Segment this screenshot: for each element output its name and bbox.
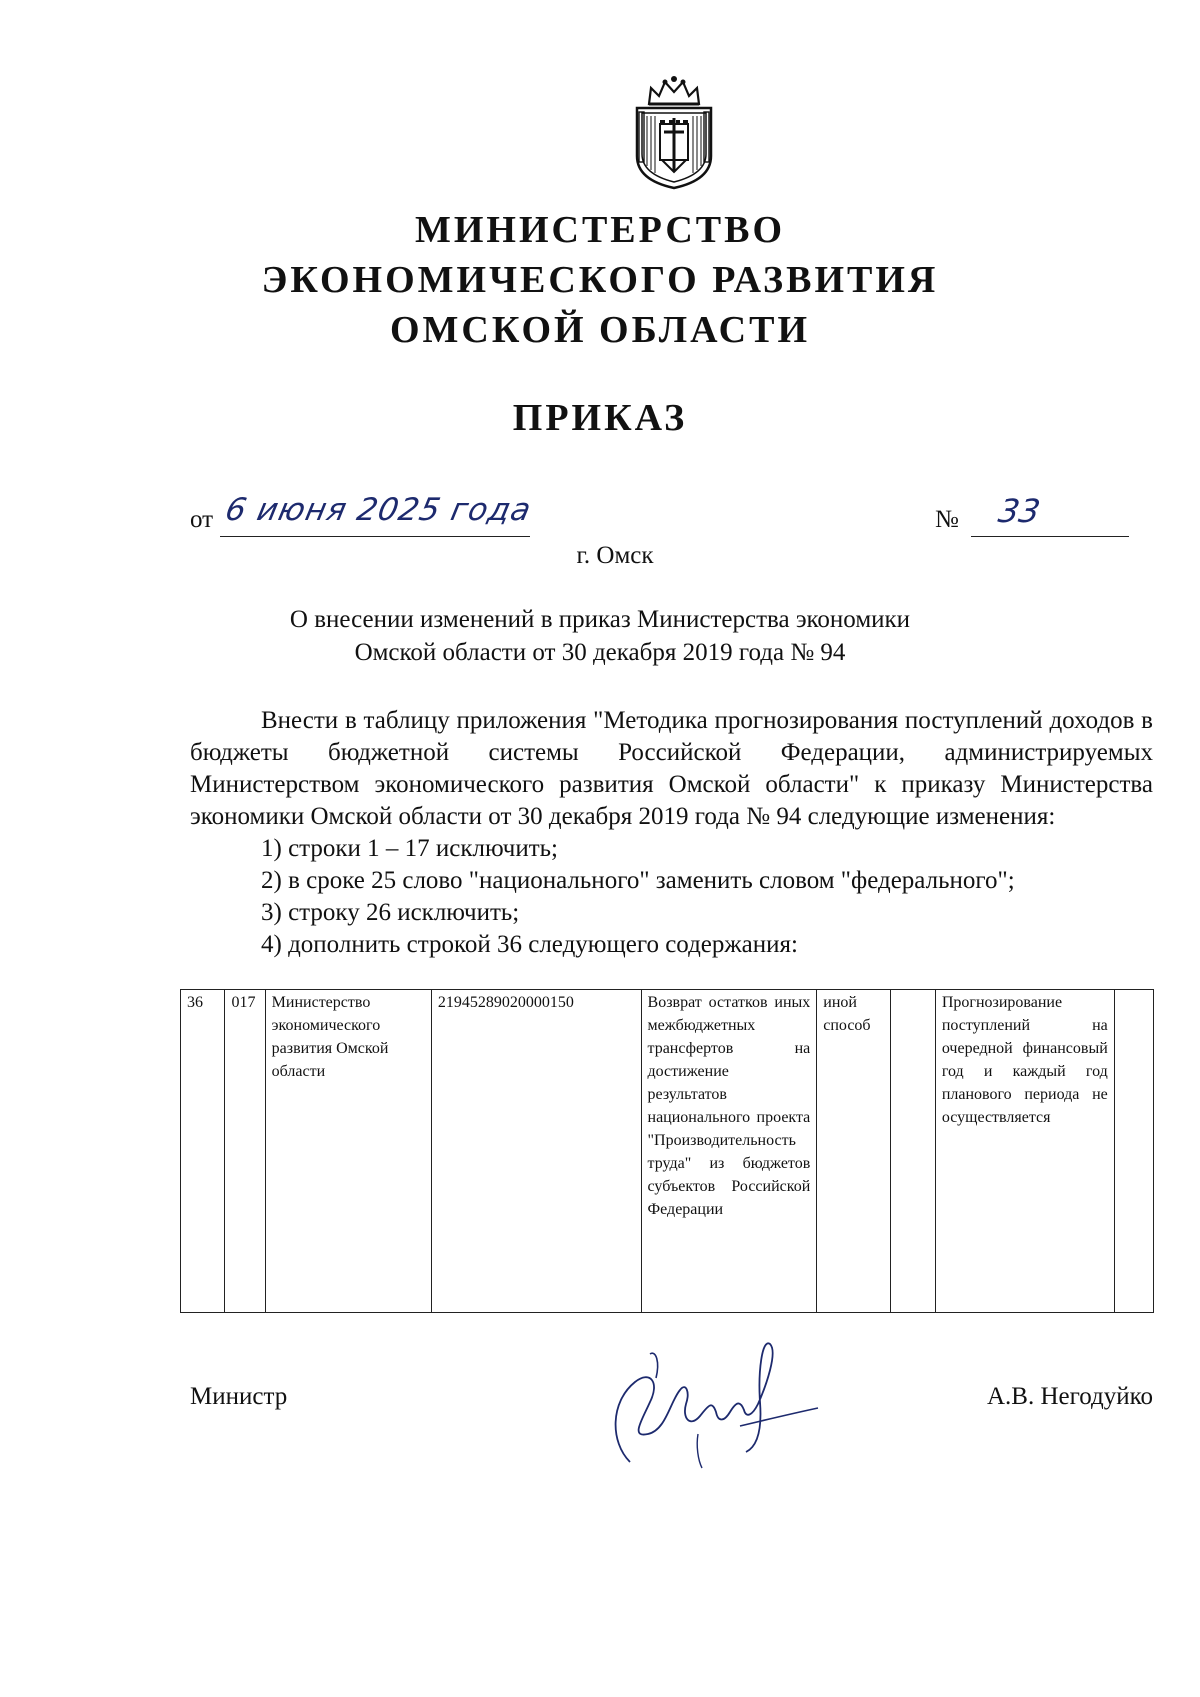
change-item: 4) дополнить строкой 36 следующего содержания: [261,931,798,958]
handwritten-number: 33 [995,492,1044,530]
table-row [181,990,1154,1313]
handwritten-date: 6 июня 2025 года [222,492,535,528]
order-subject [0,603,1200,669]
number-underline [971,536,1129,537]
method-cell: иной способ [817,990,891,1313]
new-row-table [180,989,1154,1313]
signer-title: Министр [190,1383,288,1410]
date-prefix: от [190,506,214,533]
omsk-coat-of-arms-icon [627,74,721,192]
city-label: г. Омск [576,542,654,569]
order-body [190,705,1153,961]
change-item: 2) в сроке 25 слово "национального" заменить словом "федерального"; [261,867,1015,894]
admin-code-cell: 017 [225,990,265,1313]
forecast-cell: Прогнозирование поступлений на очередной финансовый год и каждый год планового периода не осуществляется [935,990,1114,1313]
income-name-cell: Возврат остатков иных межбюджетных трансфертов на достижение результатов национального проекта "Производительность труда" из бюджетов субъектов Российской Федерации [641,990,817,1313]
ministry-line: ОМСКОЙ ОБЛАСТИ [389,309,811,351]
row-number-cell: 36 [181,990,225,1313]
kbk-cell: 21945289020000150 [431,990,641,1313]
ministry-heading [0,205,1200,355]
date-underline [220,536,530,537]
body-intro-paragraph: Внести в таблицу приложения "Методика прогнозирования поступлений доходов в бюджеты бюджетной системы Российской Федерации, администрируемых Министерством экономического развития Омской области" к приказу Министерства экономики Омской области от 30 декабря 2019 года № 94 следующие изменения: [190,707,1153,830]
handwritten-signature-icon [590,1342,830,1472]
signer-name: А.В. Негодуйко [986,1383,1153,1410]
change-item: 3) строку 26 исключить; [261,899,520,926]
ministry-line: ЭКОНОМИЧЕСКОГО РАЗВИТИЯ [261,259,939,301]
empty-cell [891,990,935,1313]
administrator-cell: Министерство экономического развития Омской области [265,990,431,1313]
subject-line: О внесении изменений в приказ Министерства экономики [289,606,911,633]
ministry-line: МИНИСТЕРСТВО [414,209,786,251]
document-kind-title: ПРИКАЗ [512,397,688,439]
number-prefix: № [935,506,959,533]
change-item: 1) строки 1 – 17 исключить; [261,835,558,862]
empty-cell [1114,990,1153,1313]
subject-line: Омской области от 30 декабря 2019 года № 94 [354,639,846,666]
